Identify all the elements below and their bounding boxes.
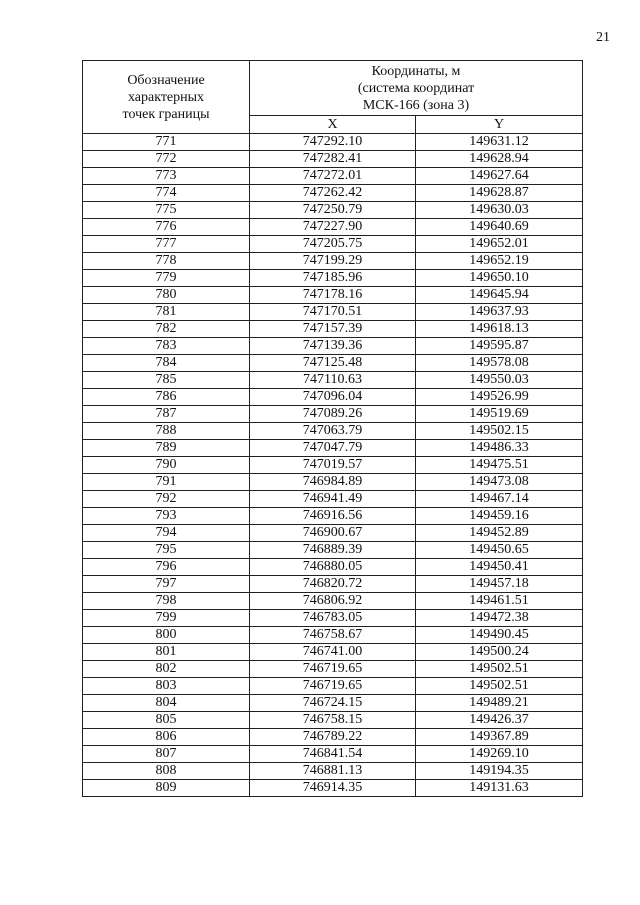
x-cell: 747282.41 <box>250 151 416 168</box>
table-row <box>83 763 583 780</box>
point-cell: 804 <box>83 695 250 712</box>
y-cell: 149194.35 <box>416 763 583 780</box>
table-row <box>83 576 583 593</box>
point-cell: 786 <box>83 389 250 406</box>
y-cell: 149595.87 <box>416 338 583 355</box>
y-cell: 149627.64 <box>416 168 583 185</box>
point-cell: 778 <box>83 253 250 270</box>
x-cell: 747047.79 <box>250 440 416 457</box>
point-cell: 802 <box>83 661 250 678</box>
x-column-header: X <box>250 116 416 134</box>
table-row <box>83 134 583 151</box>
coordinates-group-header <box>250 61 583 116</box>
y-cell: 149631.12 <box>416 134 583 151</box>
table-row <box>83 321 583 338</box>
x-cell: 746881.13 <box>250 763 416 780</box>
table-row <box>83 746 583 763</box>
x-cell: 746914.35 <box>250 780 416 797</box>
point-cell: 775 <box>83 202 250 219</box>
x-cell: 747250.79 <box>250 202 416 219</box>
point-cell: 782 <box>83 321 250 338</box>
y-cell: 149502.51 <box>416 661 583 678</box>
x-cell: 746758.15 <box>250 712 416 729</box>
y-cell: 149637.93 <box>416 304 583 321</box>
x-cell: 747185.96 <box>250 270 416 287</box>
table-row <box>83 423 583 440</box>
point-cell: 777 <box>83 236 250 253</box>
y-cell: 149502.51 <box>416 678 583 695</box>
y-cell: 149578.08 <box>416 355 583 372</box>
point-cell: 794 <box>83 525 250 542</box>
y-cell: 149450.41 <box>416 559 583 576</box>
table-row <box>83 440 583 457</box>
point-column-header-text: Обозначение характерных точек границы <box>122 72 210 122</box>
y-cell: 149459.16 <box>416 508 583 525</box>
table-row <box>83 729 583 746</box>
table-row <box>83 712 583 729</box>
x-cell: 746789.22 <box>250 729 416 746</box>
table-row <box>83 202 583 219</box>
point-cell: 781 <box>83 304 250 321</box>
table-row <box>83 627 583 644</box>
x-cell: 746900.67 <box>250 525 416 542</box>
table-row <box>83 406 583 423</box>
y-cell: 149628.87 <box>416 185 583 202</box>
x-cell: 746880.05 <box>250 559 416 576</box>
table-header <box>83 61 583 134</box>
y-cell: 149467.14 <box>416 491 583 508</box>
y-cell: 149652.01 <box>416 236 583 253</box>
point-cell: 799 <box>83 610 250 627</box>
x-cell: 747178.16 <box>250 287 416 304</box>
y-cell: 149645.94 <box>416 287 583 304</box>
table-row <box>83 780 583 797</box>
y-cell: 149426.37 <box>416 712 583 729</box>
table-row <box>83 508 583 525</box>
point-cell: 783 <box>83 338 250 355</box>
table-row <box>83 287 583 304</box>
y-cell: 149452.89 <box>416 525 583 542</box>
x-cell: 746941.49 <box>250 491 416 508</box>
x-cell: 746758.67 <box>250 627 416 644</box>
y-cell: 149367.89 <box>416 729 583 746</box>
y-cell: 149630.03 <box>416 202 583 219</box>
y-cell: 149475.51 <box>416 457 583 474</box>
point-cell: 785 <box>83 372 250 389</box>
point-cell: 791 <box>83 474 250 491</box>
point-cell: 807 <box>83 746 250 763</box>
table-row <box>83 542 583 559</box>
x-cell: 747227.90 <box>250 219 416 236</box>
y-cell: 149550.03 <box>416 372 583 389</box>
table-row <box>83 219 583 236</box>
x-cell: 747063.79 <box>250 423 416 440</box>
table-row <box>83 338 583 355</box>
x-cell: 747262.42 <box>250 185 416 202</box>
y-cell: 149473.08 <box>416 474 583 491</box>
x-cell: 747292.10 <box>250 134 416 151</box>
table-row <box>83 151 583 168</box>
point-cell: 788 <box>83 423 250 440</box>
table-row <box>83 389 583 406</box>
y-cell: 149490.45 <box>416 627 583 644</box>
x-cell: 747199.29 <box>250 253 416 270</box>
point-cell: 792 <box>83 491 250 508</box>
table-row <box>83 236 583 253</box>
x-cell: 747089.26 <box>250 406 416 423</box>
point-cell: 795 <box>83 542 250 559</box>
table-row <box>83 304 583 321</box>
table-row <box>83 644 583 661</box>
table-row <box>83 491 583 508</box>
point-column-header <box>83 61 250 134</box>
y-cell: 149526.99 <box>416 389 583 406</box>
x-cell: 746783.05 <box>250 610 416 627</box>
y-cell: 149519.69 <box>416 406 583 423</box>
y-cell: 149618.13 <box>416 321 583 338</box>
table-row <box>83 559 583 576</box>
table-row <box>83 185 583 202</box>
table-row <box>83 270 583 287</box>
point-cell: 803 <box>83 678 250 695</box>
table-row <box>83 253 583 270</box>
y-cell: 149640.69 <box>416 219 583 236</box>
point-cell: 798 <box>83 593 250 610</box>
y-cell: 149131.63 <box>416 780 583 797</box>
x-cell: 746719.65 <box>250 678 416 695</box>
point-cell: 772 <box>83 151 250 168</box>
x-cell: 747096.04 <box>250 389 416 406</box>
x-cell: 746984.89 <box>250 474 416 491</box>
point-cell: 779 <box>83 270 250 287</box>
x-cell: 746806.92 <box>250 593 416 610</box>
y-cell: 149486.33 <box>416 440 583 457</box>
y-cell: 149472.38 <box>416 610 583 627</box>
point-cell: 771 <box>83 134 250 151</box>
y-cell: 149652.19 <box>416 253 583 270</box>
table-row <box>83 474 583 491</box>
page-number: 21 <box>596 30 610 45</box>
x-cell: 746741.00 <box>250 644 416 661</box>
point-cell: 801 <box>83 644 250 661</box>
x-cell: 747110.63 <box>250 372 416 389</box>
table-row <box>83 593 583 610</box>
table-row <box>83 168 583 185</box>
point-cell: 790 <box>83 457 250 474</box>
y-cell: 149489.21 <box>416 695 583 712</box>
x-cell: 746841.54 <box>250 746 416 763</box>
x-cell: 747019.57 <box>250 457 416 474</box>
y-cell: 149269.10 <box>416 746 583 763</box>
y-cell: 149628.94 <box>416 151 583 168</box>
x-cell: 747205.75 <box>250 236 416 253</box>
y-cell: 149457.18 <box>416 576 583 593</box>
point-cell: 797 <box>83 576 250 593</box>
table-row <box>83 610 583 627</box>
coordinates-group-header-text: Координаты, м (система координат МСК-166 (зона 3) <box>357 63 475 113</box>
point-cell: 805 <box>83 712 250 729</box>
point-cell: 787 <box>83 406 250 423</box>
x-cell: 747125.48 <box>250 355 416 372</box>
point-cell: 809 <box>83 780 250 797</box>
x-cell: 747157.39 <box>250 321 416 338</box>
coordinates-table <box>82 60 583 797</box>
point-cell: 776 <box>83 219 250 236</box>
point-cell: 793 <box>83 508 250 525</box>
y-cell: 149461.51 <box>416 593 583 610</box>
point-cell: 796 <box>83 559 250 576</box>
x-cell: 747170.51 <box>250 304 416 321</box>
table-row <box>83 661 583 678</box>
table-row <box>83 457 583 474</box>
y-cell: 149502.15 <box>416 423 583 440</box>
point-cell: 774 <box>83 185 250 202</box>
y-cell: 149650.10 <box>416 270 583 287</box>
x-cell: 747272.01 <box>250 168 416 185</box>
x-cell: 746719.65 <box>250 661 416 678</box>
table-row <box>83 372 583 389</box>
y-cell: 149450.65 <box>416 542 583 559</box>
table-row <box>83 525 583 542</box>
point-cell: 806 <box>83 729 250 746</box>
x-cell: 746820.72 <box>250 576 416 593</box>
x-cell: 746724.15 <box>250 695 416 712</box>
point-cell: 780 <box>83 287 250 304</box>
x-cell: 746889.39 <box>250 542 416 559</box>
table-row <box>83 695 583 712</box>
table-body <box>83 134 583 797</box>
y-column-header: Y <box>416 116 583 134</box>
point-cell: 784 <box>83 355 250 372</box>
x-cell: 747139.36 <box>250 338 416 355</box>
point-cell: 800 <box>83 627 250 644</box>
table-row <box>83 355 583 372</box>
y-cell: 149500.24 <box>416 644 583 661</box>
point-cell: 808 <box>83 763 250 780</box>
table-row <box>83 678 583 695</box>
point-cell: 789 <box>83 440 250 457</box>
x-cell: 746916.56 <box>250 508 416 525</box>
point-cell: 773 <box>83 168 250 185</box>
